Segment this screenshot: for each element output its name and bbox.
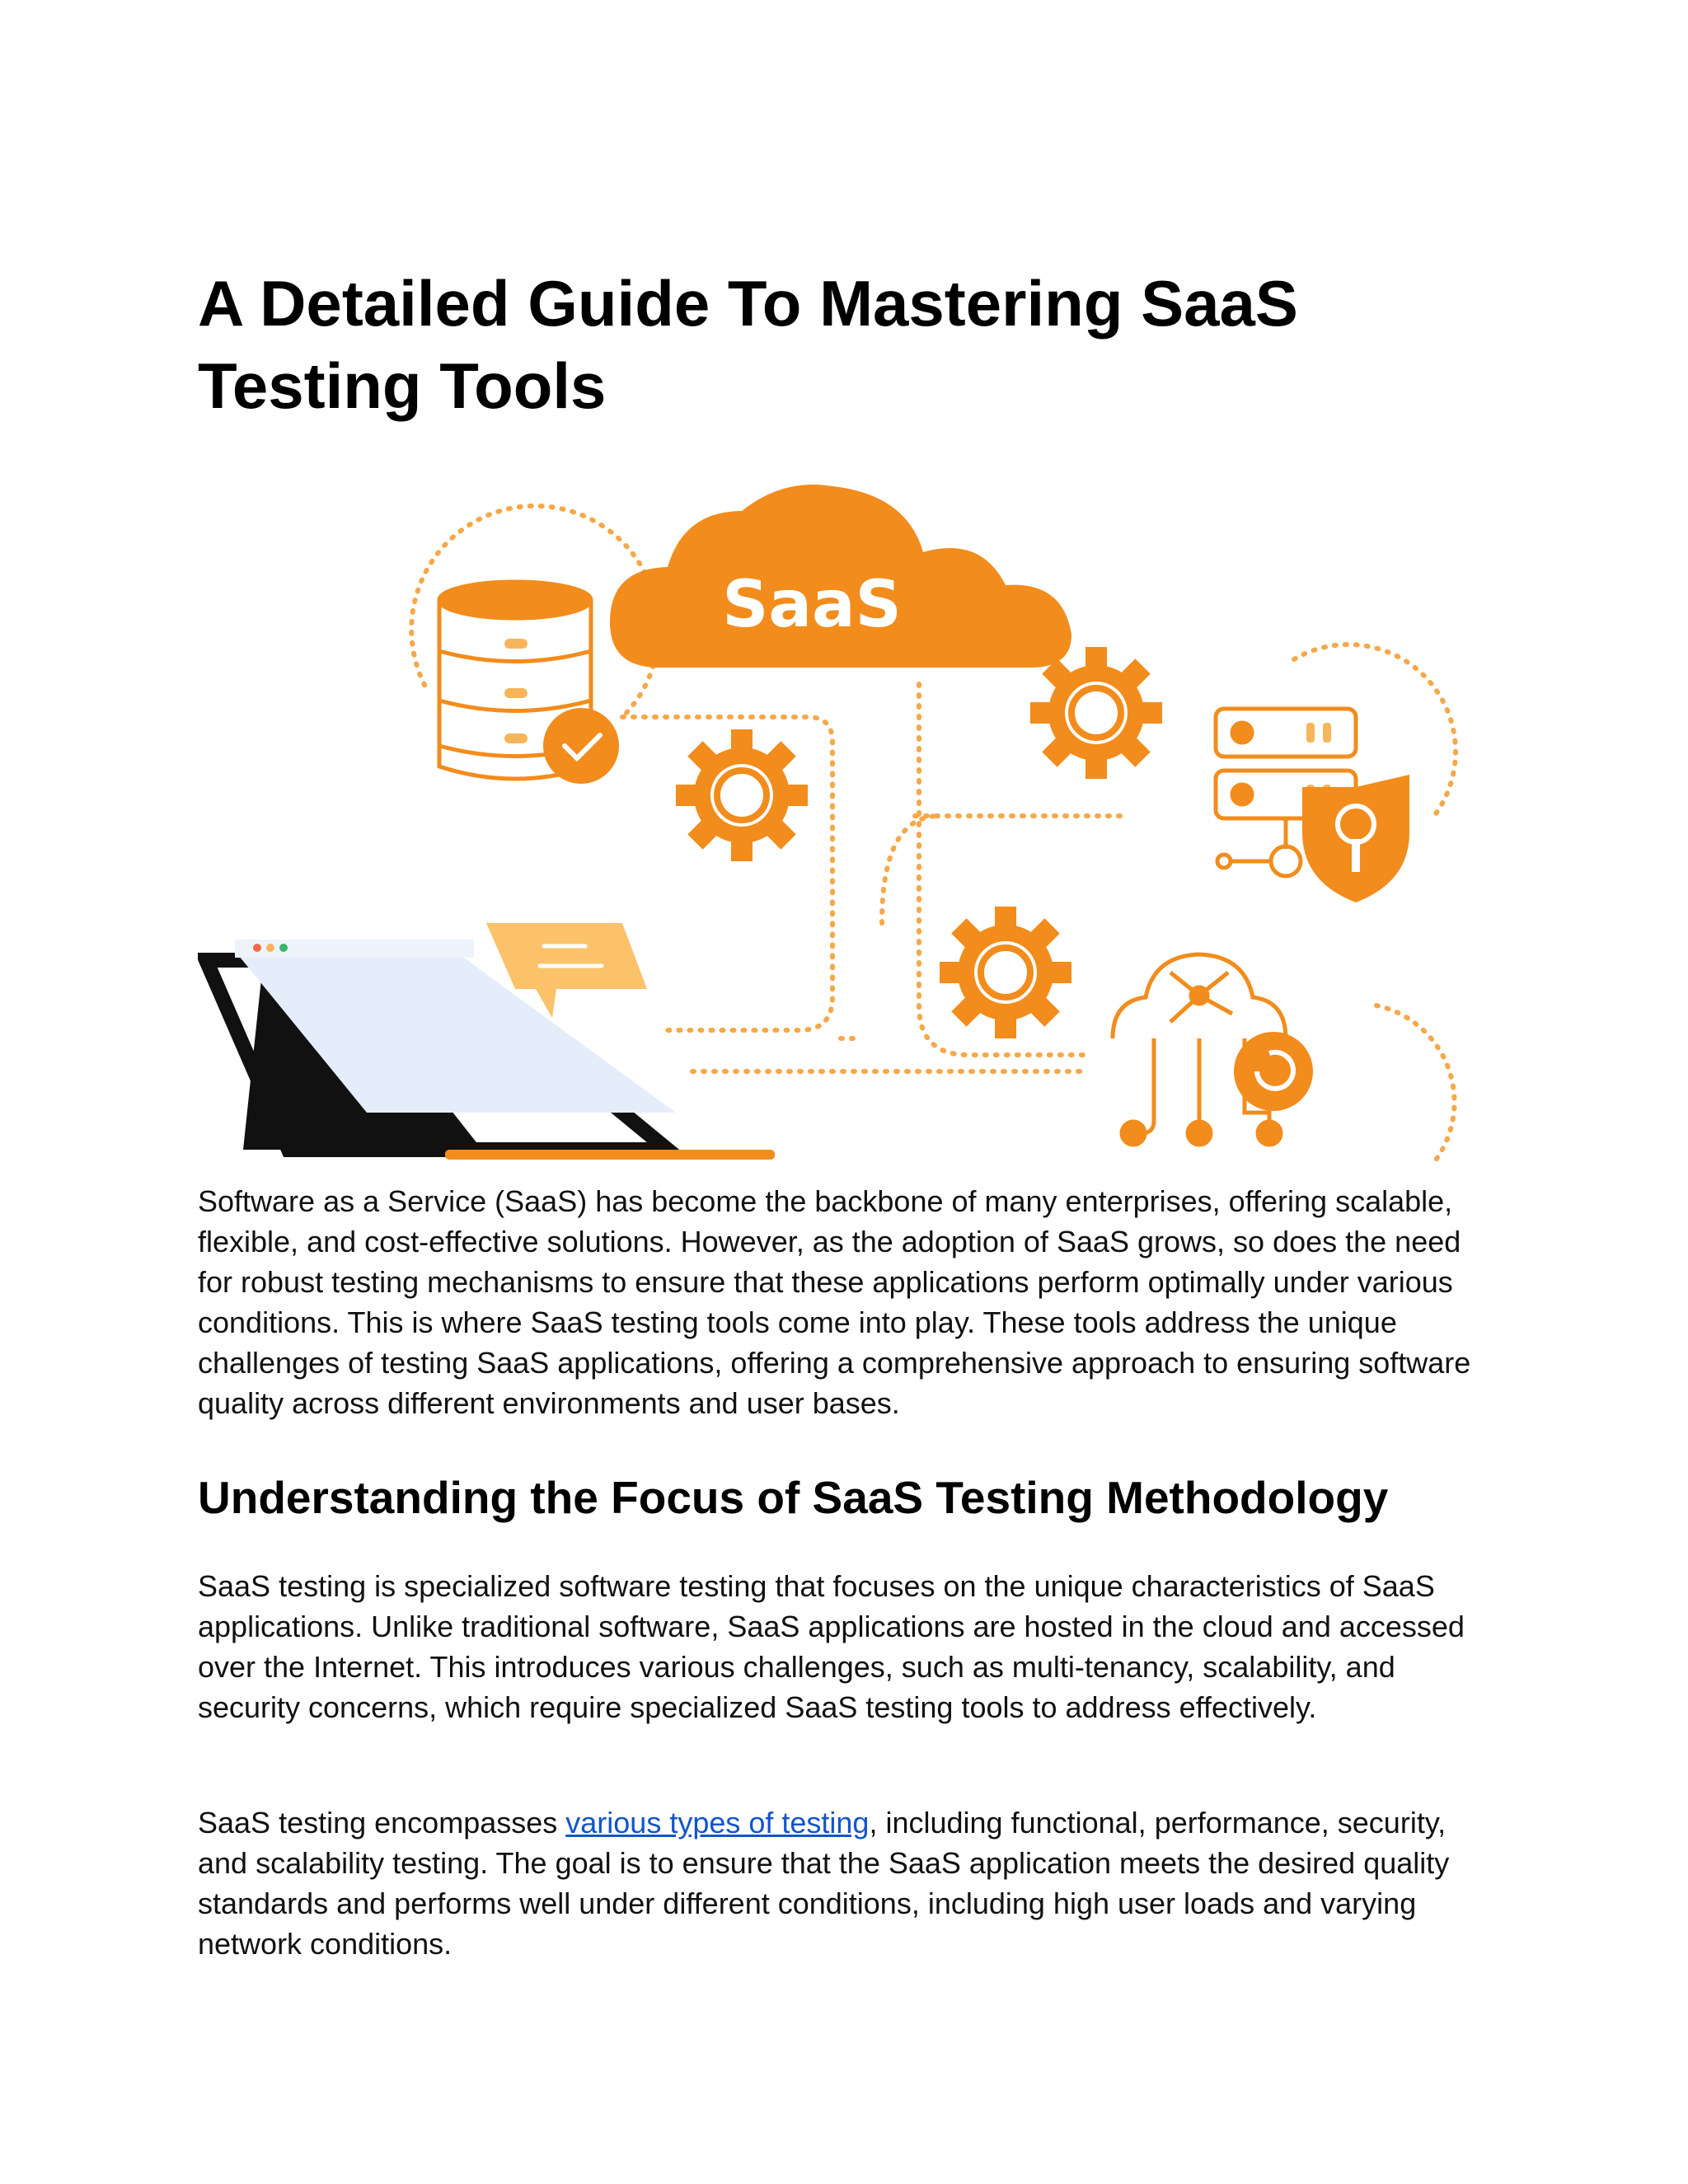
section-paragraph-1: SaaS testing is specialized software testing that focuses on the unique characteristics of SaaS applications. Unlike traditional software, SaaS applications are hosted in the cloud and accessed over the Internet. This introduces various challenges, such as multi-tenancy, scalability, and security concerns, which require specialized SaaS testing tools to address effectively.: [198, 1569, 1465, 1724]
types-of-testing-link[interactable]: various types of testing: [565, 1806, 870, 1840]
para2-text-before: SaaS testing encompasses: [198, 1806, 566, 1840]
refresh-badge-icon: [1234, 1032, 1313, 1111]
hero-illustration: [198, 462, 1492, 1179]
title-line-1: A Detailed Guide To Mastering SaaS: [198, 267, 1298, 340]
section-heading: Understanding the Focus of SaaS Testing Methodology: [198, 1472, 1389, 1523]
laptop-icon: [206, 940, 775, 1160]
para2-text-after: , including functional, performance, security, and scalability testing. The goal is to ensure that the SaaS application meets the desired quality standards and performs well under different conditions, including high user loads and varying network conditions.: [198, 1806, 1450, 1961]
title-line-2: Testing Tools: [198, 349, 607, 422]
gear-icon-top-right: [1030, 647, 1162, 779]
checkmark-badge-icon: [543, 708, 619, 784]
saas-cloud-icon: [610, 485, 1071, 668]
page-title: [198, 262, 1500, 427]
gear-icon-left: [676, 729, 808, 861]
intro-paragraph: Software as a Service (SaaS) has become the backbone of many enterprises, offering scalable, flexible, and cost-effective solutions. However, as the adoption of SaaS grows, so does the need for robust testing mechanisms to ensure that these applications perform optimally under various conditions. This is where SaaS testing tools come into play. These tools address the unique challenges of testing SaaS applications, offering a comprehensive approach to ensuring software quality across different environments and user bases.: [198, 1184, 1471, 1420]
shield-lock-icon: [1302, 775, 1409, 902]
section-paragraph-2: [198, 1802, 1500, 1964]
gear-icon-bottom: [940, 907, 1071, 1038]
cloud-label: SaaS: [722, 568, 902, 642]
title-block: [198, 262, 1500, 427]
